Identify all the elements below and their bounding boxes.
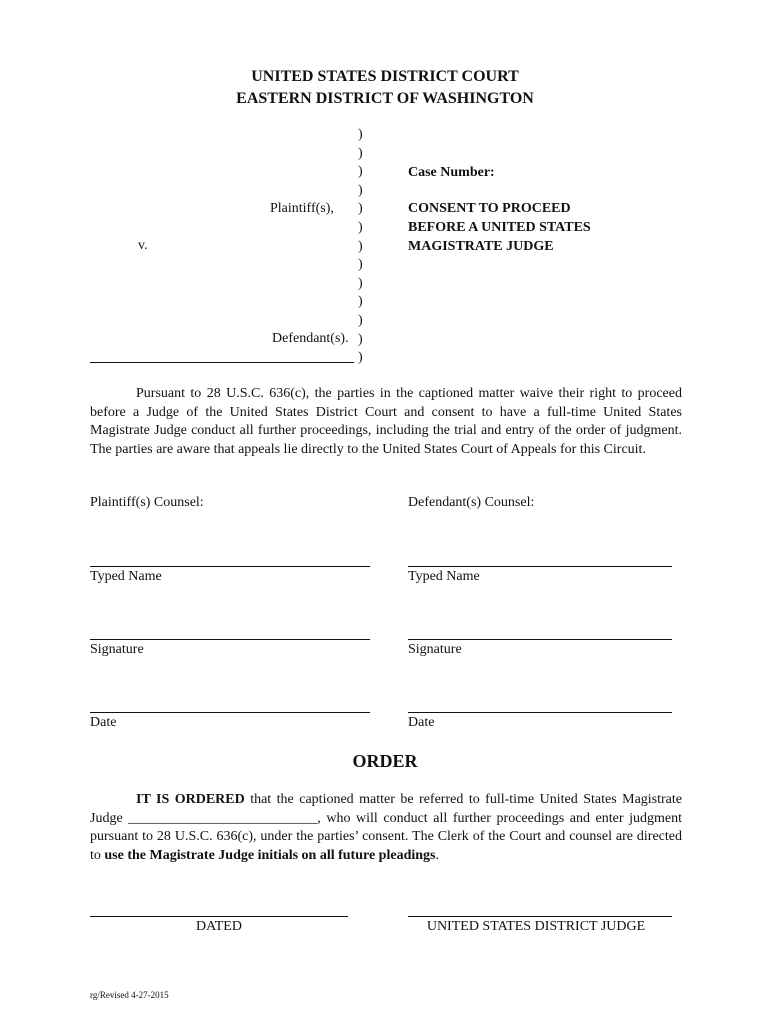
consent-paragraph: Pursuant to 28 U.S.C. 636(c), the parties in the captioned matter waive their right to proceed before a Judge of the United States District Court and consent to have a full-time United States Magistrate Judge conduct all further proceedings, including the trial and entry of the order of judgment. The parties are aware that appeals lie directly to the United States Court of Appeals for this Circuit.: [90, 386, 682, 457]
plaintiff-typed-name-line[interactable]: [90, 566, 370, 567]
plaintiff-signature-label: Signature: [90, 642, 144, 657]
document-title-line1: CONSENT TO PROCEED: [408, 201, 571, 216]
order-text-end: .: [435, 847, 439, 863]
paren: ): [358, 331, 363, 347]
paren: ): [358, 182, 363, 198]
court-district: EASTERN DISTRICT OF WASHINGTON: [236, 90, 534, 107]
defendant-label: Defendant(s).: [272, 331, 349, 346]
paren: ): [358, 127, 363, 142]
defendant-typed-name-label: Typed Name: [408, 569, 480, 584]
plaintiff-label: Plaintiff(s),: [270, 201, 334, 216]
paren: ): [358, 275, 363, 291]
order-instruction: use the Magistrate Judge initials on all future pleadings: [104, 847, 436, 863]
order-text: that the captioned matter be referred to full-time United States Magistrate Judge ___________________________, who will conduct all further proceedings and enter judgment pursuant to 28 U.S.C. 636(c), under the parties’ consent. The Clerk of the Court and counsel are directed to: [90, 792, 683, 863]
order-lead: IT IS ORDERED: [136, 792, 245, 807]
document-title-line2: BEFORE A UNITED STATES: [408, 220, 591, 235]
dated-line[interactable]: [90, 916, 348, 917]
order-heading: ORDER: [352, 751, 418, 771]
revision-note: rg/Revised 4-27-2015: [90, 990, 169, 1000]
dated-label: DATED: [196, 919, 242, 934]
paren: ): [358, 350, 363, 366]
defendant-signature-line[interactable]: [408, 639, 672, 640]
plaintiff-typed-name-label: Typed Name: [90, 569, 162, 584]
paren: ): [358, 219, 363, 235]
judge-signature-line[interactable]: [408, 916, 672, 917]
paren: ): [358, 312, 363, 328]
defendant-typed-name-line[interactable]: [408, 566, 672, 567]
versus-label: v.: [138, 238, 148, 253]
caption-parentheses: [358, 126, 370, 368]
court-name: UNITED STATES DISTRICT COURT: [251, 68, 519, 85]
paren: ): [358, 257, 363, 273]
paren: ): [358, 201, 363, 217]
paren: ): [358, 238, 363, 254]
defendant-date-label: Date: [408, 715, 435, 730]
judge-label: UNITED STATES DISTRICT JUDGE: [426, 919, 646, 934]
defendant-counsel-label: Defendant(s) Counsel:: [408, 495, 535, 510]
plaintiff-counsel-label: Plaintiff(s) Counsel:: [90, 495, 204, 510]
paren: ): [358, 145, 363, 161]
document-title-line3: MAGISTRATE JUDGE: [408, 239, 554, 254]
plaintiff-signature-line[interactable]: [90, 639, 370, 640]
defendant-signature-label: Signature: [408, 642, 462, 657]
paren: ): [358, 294, 363, 310]
case-number-label: Case Number:: [408, 165, 495, 180]
caption-underline: [90, 362, 354, 363]
order-paragraph: [90, 791, 682, 865]
plaintiff-date-line[interactable]: [90, 712, 370, 713]
paren: ): [358, 164, 363, 180]
defendant-date-line[interactable]: [408, 712, 672, 713]
plaintiff-date-label: Date: [90, 715, 117, 730]
